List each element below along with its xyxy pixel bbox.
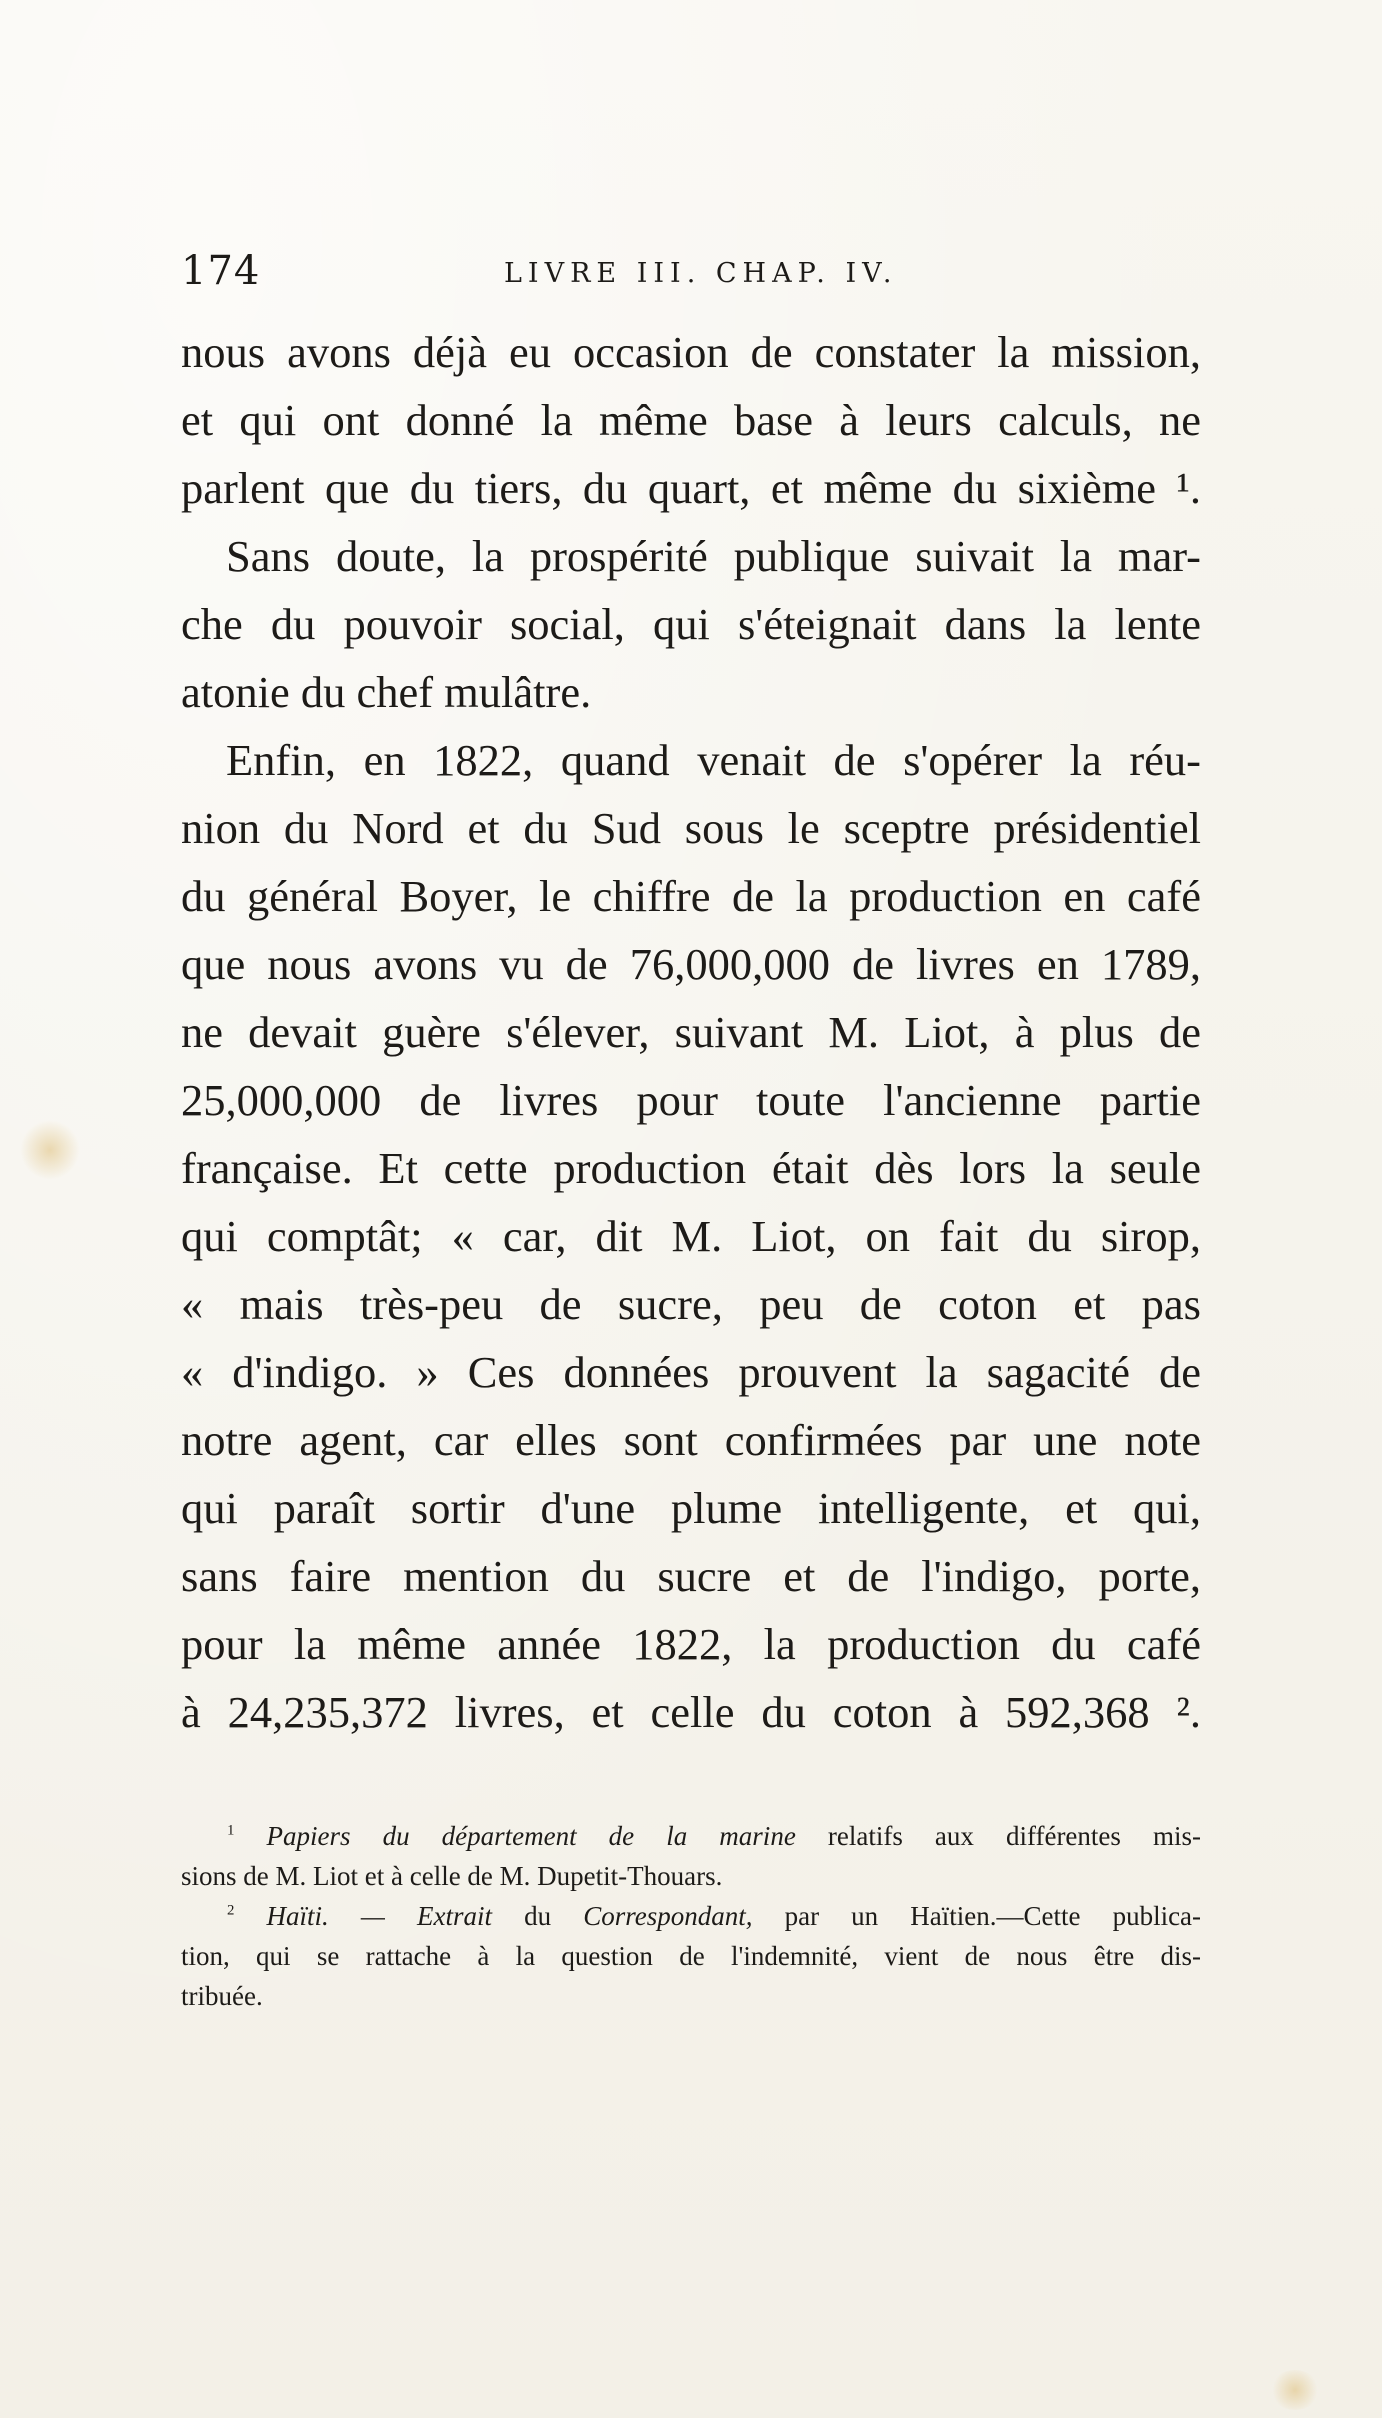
foxing-stain xyxy=(1270,2370,1320,2410)
page-header xyxy=(181,248,1201,308)
text-line: ne devait guère s'élever, suivant M. Liot, à plus de xyxy=(181,1007,1201,1057)
page-number: 174 xyxy=(181,248,261,294)
footnote-1 xyxy=(181,1816,1201,1856)
text-line: pour la même année 1822, la production du café xyxy=(181,1619,1201,1669)
running-head: LIVRE III. CHAP. IV. xyxy=(504,258,898,289)
footnote-marker: 1 xyxy=(227,1822,235,1839)
footnote-2-continued: tribuée. xyxy=(181,1981,263,2011)
footnote-italic: Papiers du département de la marine xyxy=(266,1821,796,1851)
text-line: que nous avons vu de 76,000,000 de livres en 1789, xyxy=(181,939,1201,989)
footnote-2-continued: tion, qui se rattache à la question de l'indemnité, vient de nous être dis- xyxy=(181,1941,1201,1971)
footnotes xyxy=(181,1816,1201,2016)
text-line: à 24,235,372 livres, et celle du coton à 592,368 ². xyxy=(181,1687,1201,1737)
footnote-italic: Correspondant, xyxy=(583,1901,753,1931)
text-line: parlent que du tiers, du quart, et même du sixième ¹. xyxy=(181,463,1201,513)
text-line: atonie du chef mulâtre. xyxy=(181,667,592,717)
footnote-marker: 2 xyxy=(227,1902,235,1919)
footnote-italic: Haïti. — Extrait xyxy=(266,1901,492,1931)
text-line: che du pouvoir social, qui s'éteignait dans la lente xyxy=(181,599,1201,649)
text-line: nous avons déjà eu occasion de constater la mission, xyxy=(181,327,1201,377)
footnote-1-continued: sions de M. Liot et à celle de M. Dupetit-Thouars. xyxy=(181,1861,723,1891)
footnote-text: relatifs aux différentes mis- xyxy=(795,1821,1201,1851)
text-line: « mais très-peu de sucre, peu de coton et pas xyxy=(181,1279,1201,1329)
text-line: du général Boyer, le chiffre de la production en café xyxy=(181,871,1201,921)
text-line: et qui ont donné la même base à leurs calculs, ne xyxy=(181,395,1201,445)
text-line: « d'indigo. » Ces données prouvent la sagacité de xyxy=(181,1347,1201,1397)
text-line: qui paraît sortir d'une plume intelligente, et qui, xyxy=(181,1483,1201,1533)
body-text xyxy=(181,318,1201,1746)
footnote-2 xyxy=(181,1896,1201,1936)
text-line: Enfin, en 1822, quand venait de s'opérer la réu- xyxy=(226,735,1201,785)
text-line: qui comptât; « car, dit M. Liot, on fait du sirop, xyxy=(181,1211,1201,1261)
text-line: sans faire mention du sucre et de l'indigo, porte, xyxy=(181,1551,1201,1601)
text-line: française. Et cette production était dès lors la seule xyxy=(181,1143,1201,1193)
footnote-text: du xyxy=(492,1901,584,1931)
foxing-stain xyxy=(20,1120,80,1180)
text-line: Sans doute, la prospérité publique suivait la mar- xyxy=(226,531,1201,581)
footnote-text: par un Haïtien.—Cette publica- xyxy=(752,1901,1201,1931)
text-line: nion du Nord et du Sud sous le sceptre présidentiel xyxy=(181,803,1201,853)
text-line: 25,000,000 de livres pour toute l'ancienne partie xyxy=(181,1075,1201,1125)
text-line: notre agent, car elles sont confirmées par une note xyxy=(181,1415,1201,1465)
